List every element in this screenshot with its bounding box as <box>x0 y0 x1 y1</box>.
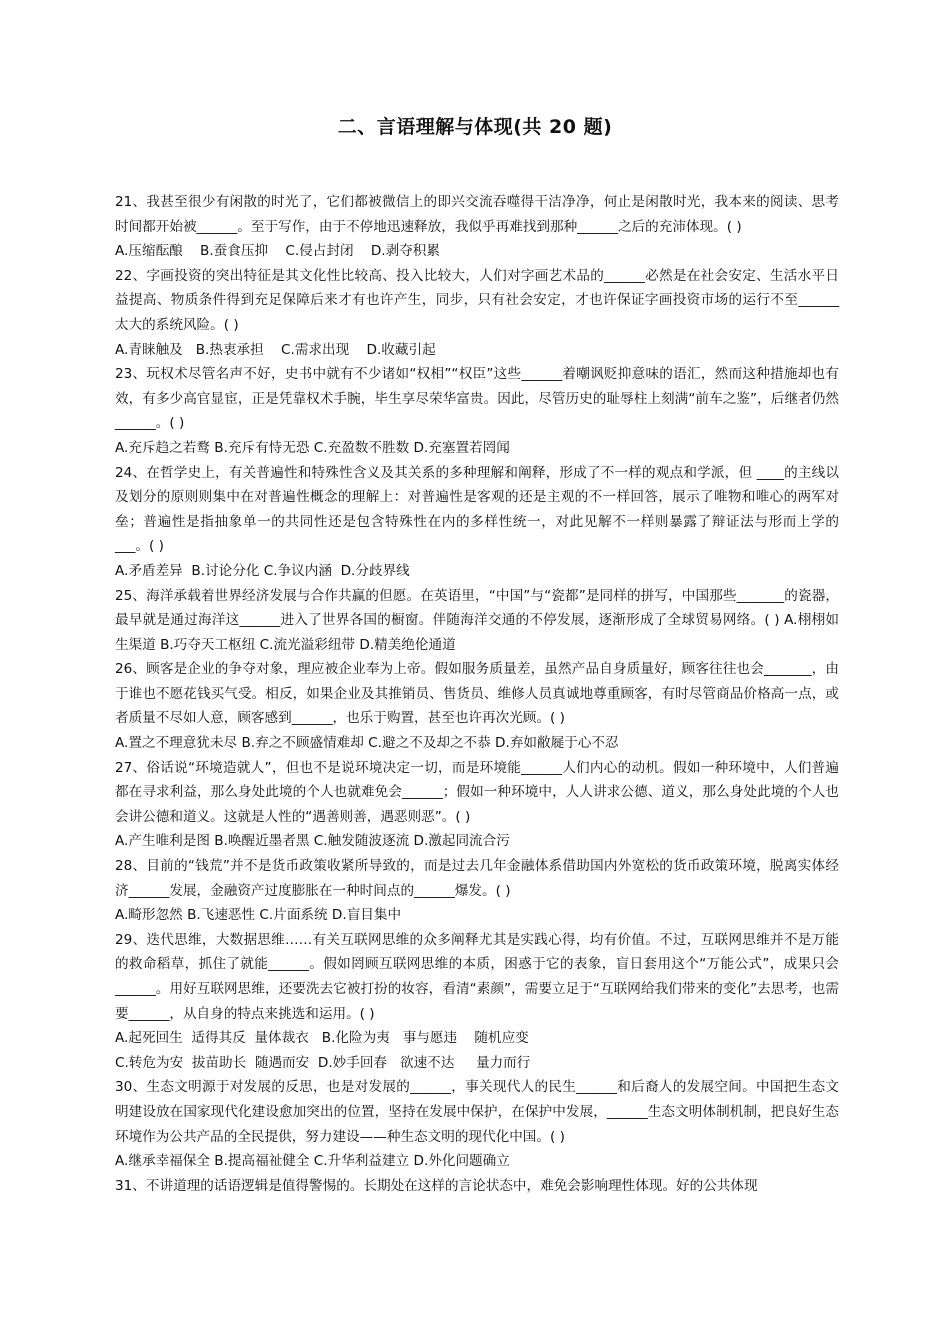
question-29: 29、迭代思维，大数据思维……有关互联网思维的众多阐释尤其是实践心得，均有价值。不过，互联网思维并不是万能的救命稻草，抓住了就能______。假如罔顾互联网思维的本质，困惑于它的表象，盲日套用这个“万能公式”，成果只会______。用好互联网思维，还要洗去它被打扮的妆容，看清“素颜”，需要立足于“互联网给我们带来的变化”去思考，也需要______，从自身的特点来挑选和运用。( ) <box>115 931 839 1022</box>
question-25: 25、海洋承载着世界经济发展与合作共赢的但愿。在英语里，“中国”与“瓷都”是同样的拼写，中国那些_______的瓷器，最早就是通过海洋这______进入了世界各国的橱窗。伴随海洋交通的不停发展，逐渐形成了全球贸易网络。( ) A.栩栩如生渠道 B.巧夺天工枢纽 C.流光溢彩纽带 D.精美绝伦通道 <box>115 587 839 653</box>
question-30: 30、生态文明源于对发展的反思，也是对发展的______，事关现代人的民生______和后裔人的发展空间。中国把生态文明建设放在国家现代化建设愈加突出的位置，坚持在发展中保护，在保护中发展，______生态文明体制机制，把良好生态环境作为公共产品的全民提供，努力建设——种生态文明的现代化中国。( ) <box>115 1079 839 1145</box>
question-30-options: A.继承幸福保全 B.提高福祉健全 C.升华利益建立 D.外化问题确立 <box>115 1153 510 1170</box>
question-27-options: A.产生唯利是图 B.唤醒近墨者黑 C.触发随波逐流 D.激起同流合污 <box>115 833 510 850</box>
question-26-options: A.置之不理意犹未尽 B.弃之不顾盛情难却 C.避之不及却之不恭 D.弃如敝屣于心不忍 <box>115 735 619 752</box>
question-28: 28、目前的“钱荒”并不是货币政策收紧所导致的，而是过去几年金融体系借助国内外宽松的货币政策环境，脱离实体经济______发展，金融资产过度膨胀在一种时间点的______爆发。( ) <box>115 858 839 899</box>
question-28-options: A.畸形忽然 B.飞速恶性 C.片面系统 D.盲目集中 <box>115 907 402 924</box>
question-24: 24、在哲学史上，有关普遍性和特殊性含义及其关系的多种理解和阐释，形成了不一样的观点和学派，但 ____的主线以及划分的原则则集中在对普遍性概念的理解上：对普遍性是客观的还是主观的不一样回答，展示了唯物和唯心的两军对垒；普遍性是指抽象单一的共同性还是包含特殊性在内的多样性统一，对此见解不一样则暴露了辩证法与形而上学的___。( ) <box>115 464 839 555</box>
question-22: 22、字画投资的突出特征是其文化性比较高、投入比较大，人们对字画艺术品的______必然是在社会安定、生活水平日益提高、物质条件得到充足保障后来才有也许产生，同步，只有社会安定，才也许保证字画投资市场的运行不至______ 太大的系统风险。( ) <box>115 267 839 333</box>
question-23-options: A.充斥趋之若鹜 B.充斥有恃无恐 C.充盈数不胜数 D.充塞置若罔闻 <box>115 439 510 456</box>
question-21: 21、我甚至很少有闲散的时光了，它们都被微信上的即兴交流吞噬得干洁净净，何止是闲散时光，我本来的阅读、思考时间都开始被______。至于写作，由于不停地迅速释放，我似乎再难找到那种______之后的充沛体现。( ) <box>115 194 839 235</box>
question-24-options: A.矛盾差异 B.讨论分化 C.争议内涵 D.分歧界线 <box>115 562 410 579</box>
question-list <box>115 190 839 1198</box>
question-21-options: A.压缩酝酿 B.蚕食压抑 C.侵占封闭 D.剥夺积累 <box>115 243 440 260</box>
question-23: 23、玩权术尽管名声不好，史书中就有不少诸如“权相”“权臣”这些______着嘲讽贬抑意味的语汇，然而这种措施却也有效，有多少高官显宦，正是凭靠权术手腕，毕生享尽荣华富贵。因此，尽管历史的耻辱柱上刻满“前车之鉴”，后继者仍然______。( ) <box>115 366 839 432</box>
question-22-options: A.青睐触及 B.热衷承担 C.需求出现 D.收藏引起 <box>115 341 436 358</box>
question-29-options-1: A.起死回生 适得其反 量体裁衣 B.化险为夷 事与愿违 随机应变 <box>115 1030 529 1047</box>
question-26: 26、顾客是企业的争夺对象，理应被企业奉为上帝。假如服务质量差，虽然产品自身质量好，顾客往往也会_______，由于谁也不愿花钱买气受。相反，如果企业及其推销员、售货员、维修人员真诚地尊重顾客，有时尽管商品价格高一点，或者质量不尽如人意，顾客感到______，也乐于购置，甚至也许再次光顾。( ) <box>115 661 839 727</box>
question-29-options-2: C.转危为安 拔苗助长 随遇而安 D.妙手回春 欲速不达 量力而行 <box>115 1054 531 1071</box>
question-31: 31、不讲道理的话语逻辑是值得警惕的。长期处在这样的言论状态中，难免会影响理性体现。好的公共体现 <box>115 1177 758 1194</box>
section-title: 二、言语理解与体现(共 20 题) <box>337 116 613 138</box>
question-27: 27、俗话说“环境造就人”，但也不是说环境决定一切，而是环境能______人们内心的动机。假如一种环境中，人们普遍都在寻求利益，那么身处此境的个人也就难免会______；假如一种环境中，人人讲求公德、道义，那么身处此境的个人也会讲公德和道义。这就是人性的“遇善则善，遇恶则恶”。( ) <box>115 759 839 825</box>
